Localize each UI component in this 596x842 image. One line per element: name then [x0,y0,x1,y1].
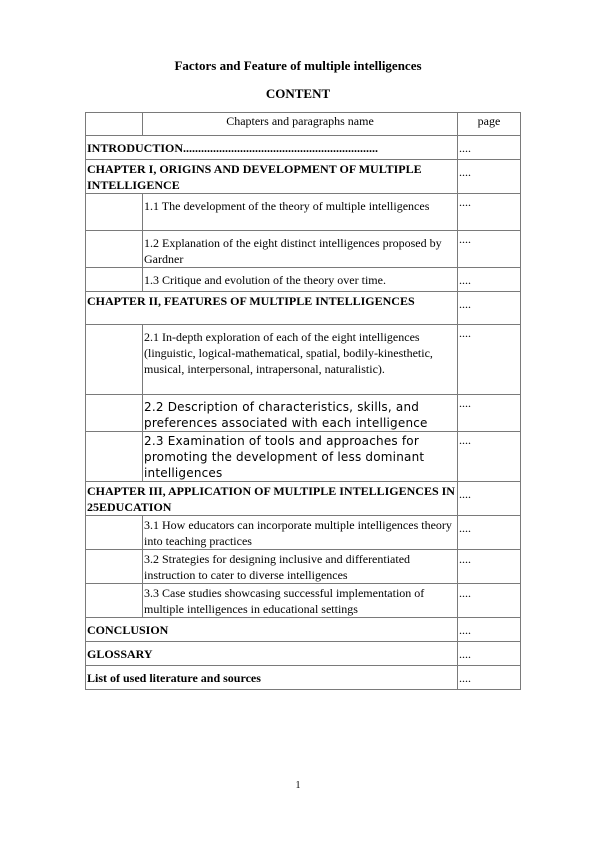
header-spacer-cell [86,113,143,136]
toc-entry-3-3: 3.3 Case studies showcasing successful implementation of multiple intelligences in educational settings [143,584,458,618]
toc-page-literature: .... [458,666,521,690]
header-page: page [458,113,521,136]
toc-row-3-3 [86,584,521,618]
toc-indent-cell [86,325,143,395]
header-chapters: Chapters and paragraphs name [143,113,458,136]
toc-row-chapter-1 [86,160,521,194]
table-of-contents [85,112,521,690]
toc-row-literature [86,666,521,690]
toc-indent-cell [86,395,143,432]
toc-page-1-2: .... [458,231,521,268]
toc-entry-1-3: 1.3 Critique and evolution of the theory over time. [143,268,458,292]
toc-entry-2-1: 2.1 In-depth exploration of each of the eight intelligences (linguistic, logical-mathematical, spatial, bodily-kinesthetic, musical, interpersonal, intrapersonal, naturalistic). [143,325,458,395]
toc-row-1-1 [86,194,521,231]
toc-entry-chapter-2: CHAPTER II, FEATURES OF MULTIPLE INTELLIGENCES [86,292,458,325]
document-title: Factors and Feature of multiple intelligences [174,58,422,73]
toc-entry-2-2: 2.2 Description of characteristics, skills, and preferences associated with each intelligence [143,395,458,432]
toc-entry-chapter-1: CHAPTER I, ORIGINS AND DEVELOPMENT OF MULTIPLE INTELLIGENCE [86,160,458,194]
toc-page-glossary: .... [458,642,521,666]
toc-indent-cell [86,516,143,550]
toc-entry-chapter-3: CHAPTER III, APPLICATION OF MULTIPLE INTELLIGENCES IN 25EDUCATION [86,482,458,516]
toc-page-2-1: .... [458,325,521,395]
toc-row-3-1 [86,516,521,550]
toc-indent-cell [86,231,143,268]
toc-indent-cell [86,550,143,584]
page-number: 1 [295,780,301,791]
toc-entry-3-2: 3.2 Strategies for designing inclusive and differentiated instruction to cater to diverse intelligences [143,550,458,584]
toc-entry-introduction: INTRODUCTION................................................................. [86,136,458,160]
toc-page-3-1: .... [458,516,521,550]
toc-entry-1-1: 1.1 The development of the theory of multiple intelligences [143,194,458,231]
toc-page-2-3: .... [458,432,521,482]
toc-page-chapter-1: .... [458,160,521,194]
toc-row-chapter-2 [86,292,521,325]
toc-indent-cell [86,584,143,618]
toc-indent-cell [86,268,143,292]
toc-entry-conclusion: CONCLUSION [86,618,458,642]
toc-page-introduction: .... [458,136,521,160]
toc-page-1-3: .... [458,268,521,292]
toc-indent-cell [86,432,143,482]
toc-row-2-3 [86,432,521,482]
content-heading: CONTENT [265,86,331,101]
toc-row-2-1 [86,325,521,395]
toc-row-glossary [86,642,521,666]
toc-page-1-1: .... [458,194,521,231]
toc-row-2-2 [86,395,521,432]
toc-entry-glossary: GLOSSARY [86,642,458,666]
toc-entry-3-1: 3.1 How educators can incorporate multiple intelligences theory into teaching practices [143,516,458,550]
toc-indent-cell [86,194,143,231]
toc-entry-literature: List of used literature and sources [86,666,458,690]
toc-row-conclusion [86,618,521,642]
toc-page-3-3: .... [458,584,521,618]
toc-page-2-2: .... [458,395,521,432]
toc-row-introduction [86,136,521,160]
toc-entry-2-3: 2.3 Examination of tools and approaches for promoting the development of less dominant intelligences [143,432,458,482]
toc-page-3-2: .... [458,550,521,584]
toc-row-3-2 [86,550,521,584]
toc-header-row [86,113,521,136]
toc-page-chapter-2: .... [458,292,521,325]
toc-page-chapter-3: .... [458,482,521,516]
toc-entry-1-2: 1.2 Explanation of the eight distinct intelligences proposed by Gardner [143,231,458,268]
toc-row-1-2 [86,231,521,268]
toc-page-conclusion: .... [458,618,521,642]
toc-row-chapter-3 [86,482,521,516]
toc-row-1-3 [86,268,521,292]
